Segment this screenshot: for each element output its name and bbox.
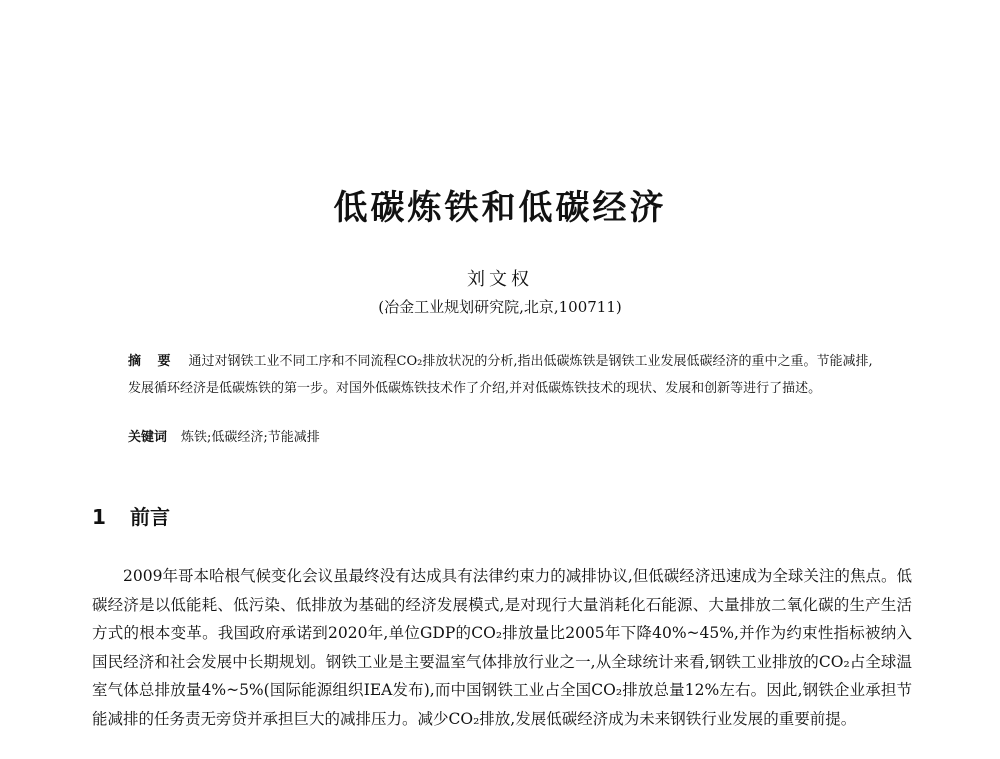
body-paragraph: 2009年哥本哈根气候变化会议虽最终没有达成具有法律约束力的减排协议,但低碳经济迅速成为全球关注的焦点。低碳经济是以低能耗、低污染、低排放为基础的经济发展模式,是对现行大量消耗化石能源、大量排放二氧化碳的生产生活方式的根本变革。我国政府承诺到2020年,单位GDP的CO₂排放量比2005年下降40%~45%,并作为约束性指标被纳入国民经济和社会发展中长期规划。钢铁工业是主要温室气体排放行业之一,从全球统计来看,钢铁工业排放的CO₂占全球温室气体总排放量4%~5%(国际能源组织IEA发布),而中国钢铁工业占全国CO₂排放总量12%左右。因此,钢铁企业承担节能减排的任务责无旁贷并承担巨大的减排压力。减少CO₂排放,发展低碳经济成为未来钢铁行业发展的重要前提。	[92, 567, 912, 728]
keywords	[128, 426, 880, 450]
section-title: 前言	[130, 505, 170, 529]
keywords-text: 炼铁;低碳经济;节能减排	[181, 430, 320, 445]
abstract-text: 通过对钢铁工业不同工序和不同流程CO₂排放状况的分析,指出低碳炼铁是钢铁工业发展低碳经济的重中之重。节能减排,发展循环经济是低碳炼铁的第一步。对国外低碳炼铁技术作了介绍,并对低碳炼铁技术的现状、发展和创新等进行了描述。	[128, 354, 873, 396]
author-affiliation: (冶金工业规划研究院,北京,100711)	[378, 298, 622, 316]
section-heading	[92, 502, 170, 532]
abstract-label: 摘 要	[128, 354, 177, 369]
paper-title: 低碳炼铁和低碳经济	[333, 188, 667, 228]
abstract	[128, 348, 880, 402]
keywords-label: 关键词	[128, 430, 168, 445]
author-name: 刘文权	[467, 269, 533, 290]
section-number: 1	[92, 505, 106, 529]
